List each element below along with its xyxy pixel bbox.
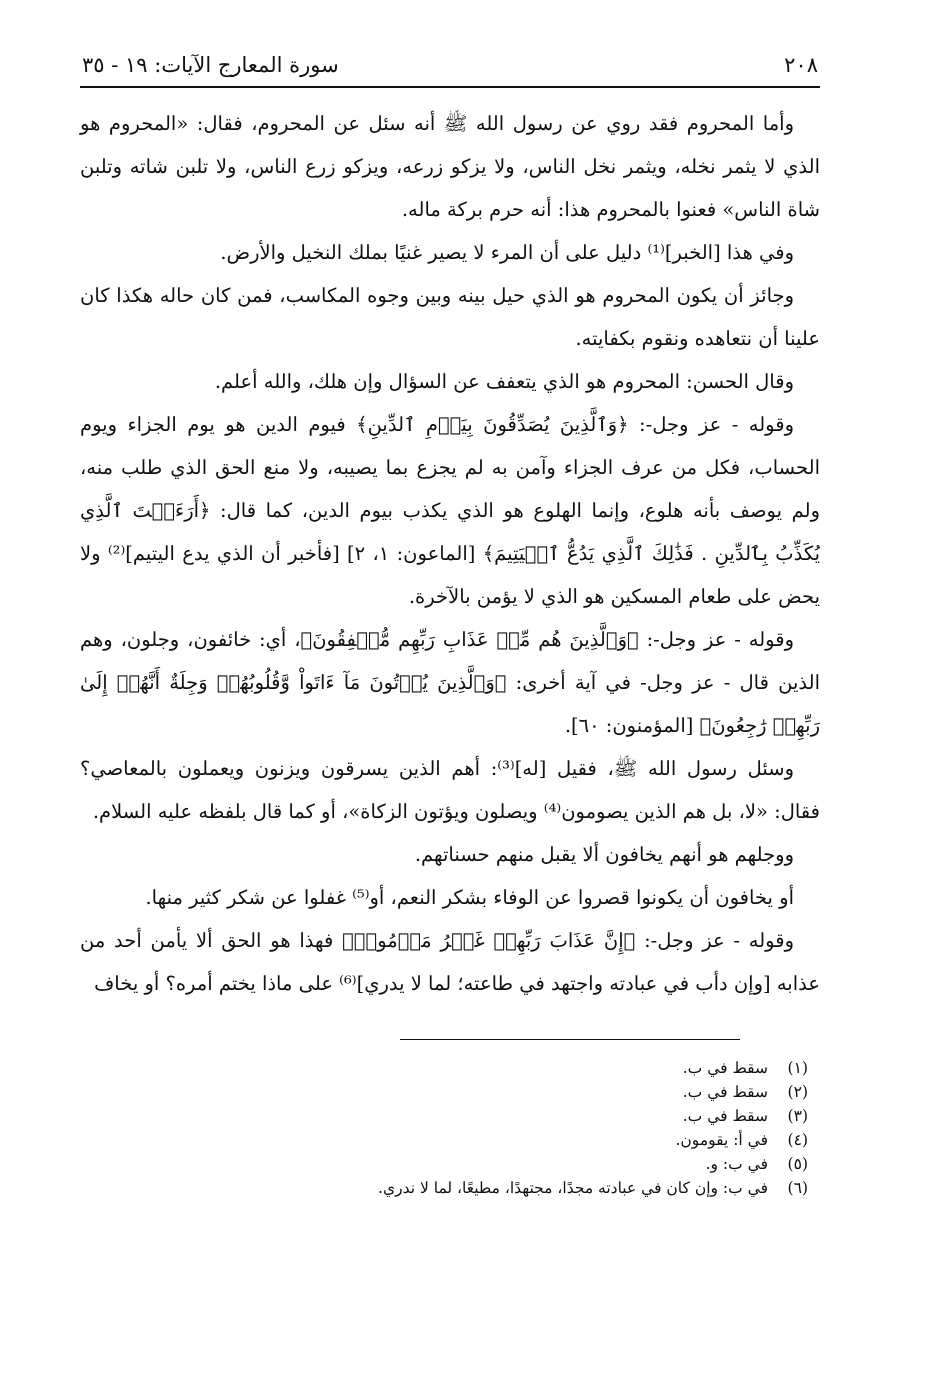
page-header [80,50,820,88]
footnote-text: سقط في ب. [682,1059,768,1077]
paragraph: وفي هذا [الخبر]⁽¹⁾ دليل على أن المرء لا يصير غنيًا بملك النخيل والأرض. [220,241,794,264]
footnote-number: (٣) [787,1107,808,1125]
footnote [80,1152,808,1176]
footnote-text: سقط في ب. [682,1083,768,1101]
footnote [80,1104,808,1128]
footnote-number: (٥) [787,1155,808,1173]
paragraph: وأما المحروم فقد روي عن رسول الله ﷺ أنه سئل عن المحروم، فقال: «المحروم هو الذي لا يثمر نخله، ويثمر نخل الناس، ولا يزكو زرعه، ويزكو زرع الناس، ولا تلبن شاته وتلبن شاة الناس» فعنوا بالمحروم هذا: أنه حرم بركة ماله. [80,112,820,221]
footnote-number: (٦) [787,1179,808,1197]
paragraph: وجائز أن يكون المحروم هو الذي حيل بينه وبين وجوه المكاسب، فمن كان حاله هكذا كان علينا أن نتعاهده ونقوم بكفايته. [80,284,820,350]
paragraph: ووجلهم هو أنهم يخافون ألا يقبل منهم حسناتهم. [414,843,794,866]
footnote-number: (٤) [787,1131,808,1149]
footnotes [80,1056,808,1200]
paragraph: وسئل رسول الله ﷺ، فقيل [له]⁽³⁾: أهم الذين يسرقون ويزنون ويعملون بالمعاصي؟ فقال: «لا، بل هم الذين يصومون⁽⁴⁾ ويصلون ويؤتون الزكاة»، أو كما قال بلفظه عليه السلام. [80,757,820,823]
footnote-text: في ب: و. [705,1155,768,1173]
paragraph: وقوله - عز وجل-: ﴿إِنَّ عَذَابَ رَبِّهِمۡ غَيۡرُ مَأۡمُونٖ﴾ فهذا هو الحق ألا يأمن أحد من عذابه [وإن دأب في عبادته واجتهد في طاعته؛ لما لا يدري]⁽⁶⁾ على ماذا يختم أمره؟ أو يخاف [80,929,820,995]
running-title: سورة المعارج الآيات: ١٩ - ٣٥ [82,53,339,77]
footnote-number: (١) [787,1059,808,1077]
footnote-text: سقط في ب. [682,1107,768,1125]
footnote-text: في ب: وإن كان في عبادته مجدًا، مجتهدًا، مطيعًا، لما لا ندري. [378,1179,768,1197]
footnote [80,1080,808,1104]
page-number: ٢٠٨ [784,53,818,77]
footnote [80,1176,808,1200]
paragraph: أو يخافون أن يكونوا قصروا عن الوفاء بشكر النعم، أو⁽⁵⁾ غفلوا عن شكر كثير منها. [145,886,794,909]
footnote [80,1128,808,1152]
footnote-text: في أ: يقومون. [675,1131,768,1149]
paragraph: وقال الحسن: المحروم هو الذي يتعفف عن السؤال وإن هلك، والله أعلم. [214,370,794,393]
footnote-number: (٢) [787,1083,808,1101]
paragraph: وقوله - عز وجل-: ﴿وَٱلَّذِينَ هُم مِّنۡ عَذَابِ رَبِّهِم مُّشۡفِقُونَ﴾، أي: خائفون، وجلون، وهم الذين قال - عز وجل- في آية أخرى: ﴿وَٱلَّذِينَ يُؤۡتُونَ مَآ ءَاتَواْ وَّقُلُوبُهُمۡ وَجِلَةٌ أَنَّهُمۡ إِلَىٰ رَبِّهِمۡ رَٰجِعُونَ﴾ [المؤمنون: ٦٠]. [80,628,820,737]
paragraph: وقوله - عز وجل-: ﴿وَٱلَّذِينَ يُصَدِّقُونَ بِيَوۡمِ ٱلدِّينِ﴾ فيوم الدين هو يوم الجزاء ويوم الحساب، فكل من عرف الجزاء وآمن به لم يجزع بما يصيبه، ولا منع الحق الذي طلب منه، ولم يوصف بأنه هلوع، وإنما الهلوع هو الذي يكذب بيوم الدين، كما قال: ﴿أَرَءَيۡتَ ٱلَّذِي يُكَذِّبُ بِٱلدِّينِ . فَذَٰلِكَ ٱلَّذِي يَدُعُّ ٱلۡيَتِيمَ﴾ [الماعون: ١، ٢] [فأخبر أن الذي يدع اليتيم]⁽²⁾ ولا يحض على طعام المسكين هو الذي لا يؤمن بالآخرة. [80,413,821,608]
book-page [80,50,820,1200]
footnote [80,1056,808,1080]
main-text [80,102,820,1005]
footnote-separator [400,1039,740,1040]
